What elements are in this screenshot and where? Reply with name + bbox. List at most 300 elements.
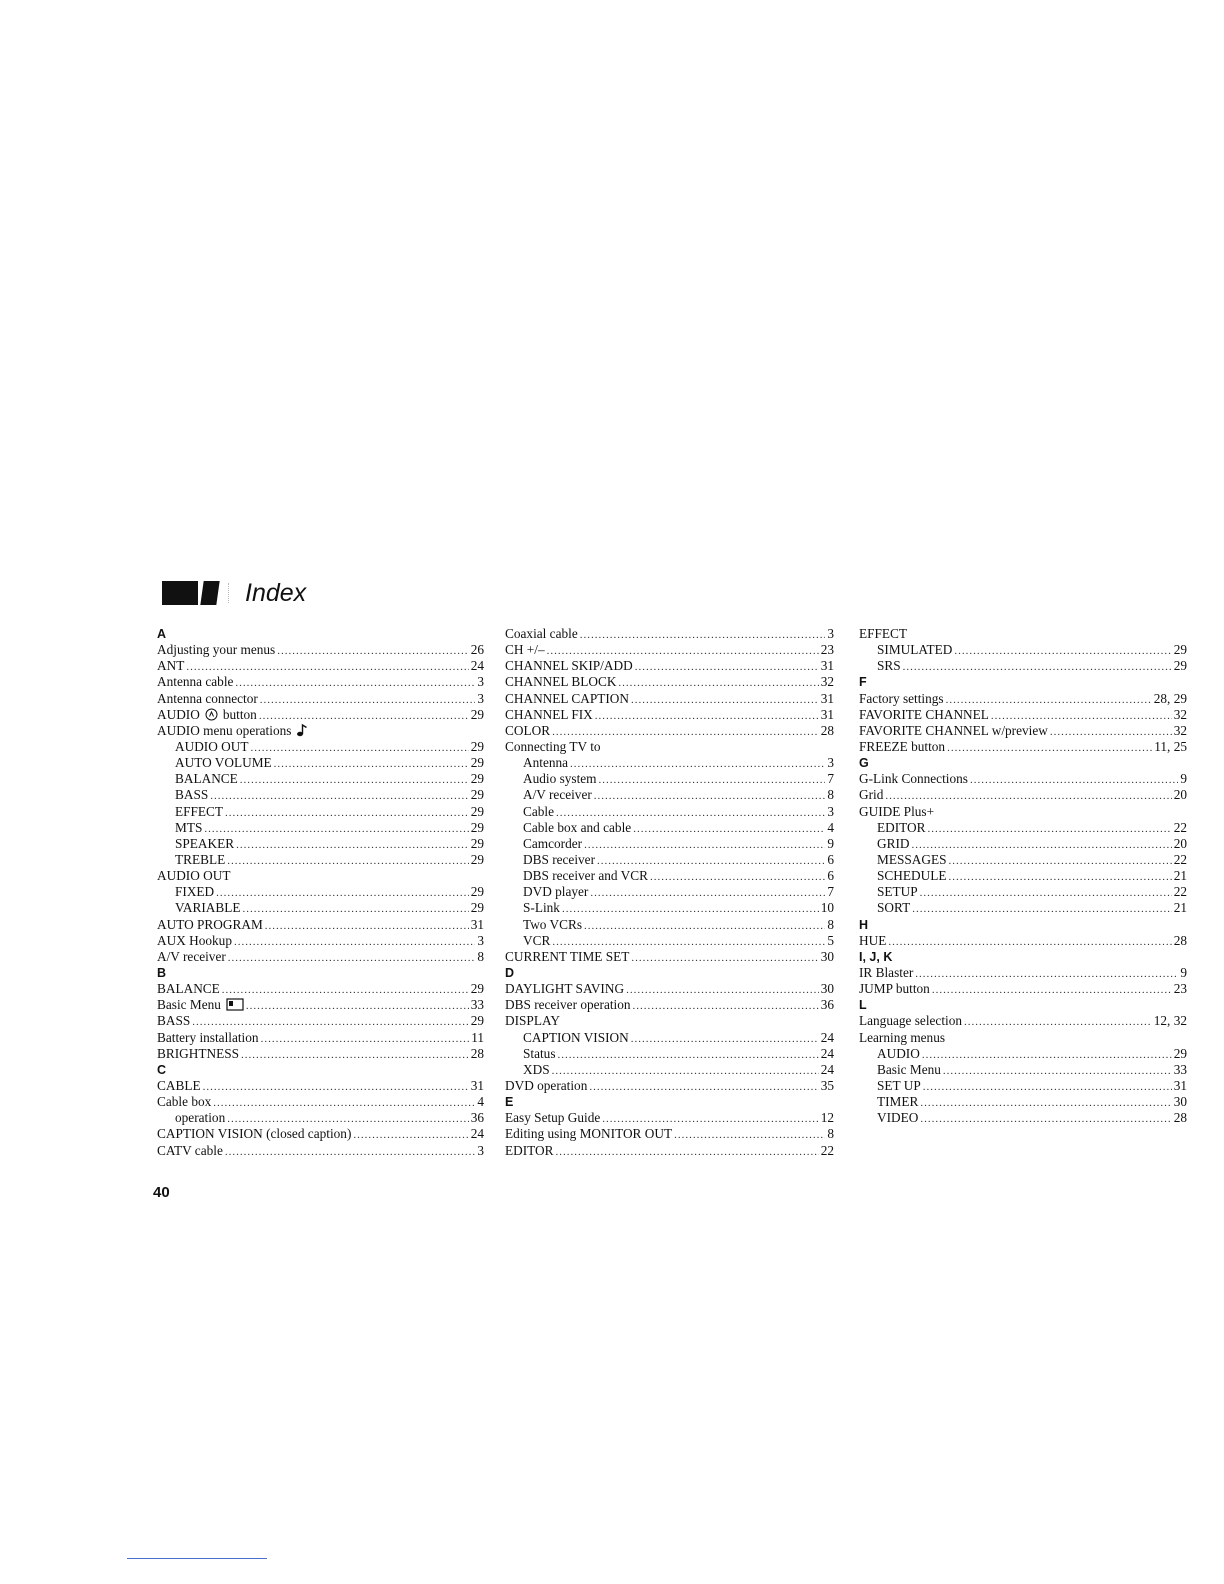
entry-label-group bbox=[877, 1094, 918, 1110]
dot-leader bbox=[580, 627, 826, 643]
entry-label: XDS bbox=[523, 1061, 550, 1077]
entry-label: Basic Menu bbox=[157, 997, 221, 1013]
entry-label-group bbox=[505, 1126, 672, 1142]
index-subentry bbox=[157, 820, 484, 836]
index-entry bbox=[157, 658, 484, 674]
dot-leader bbox=[225, 805, 469, 821]
page-reference: 4 bbox=[477, 1094, 484, 1110]
index-subentry bbox=[859, 658, 1187, 674]
entry-label: SIMULATED bbox=[877, 642, 953, 658]
entry-label: AUTO VOLUME bbox=[175, 755, 272, 771]
entry-label-group bbox=[505, 626, 578, 642]
entry-label-group bbox=[175, 755, 272, 771]
entry-label: AUDIO OUT bbox=[175, 738, 249, 754]
page-reference: 6 bbox=[827, 868, 834, 884]
index-letter-heading: E bbox=[505, 1095, 514, 1110]
index-group-label: Learning menus bbox=[859, 1029, 946, 1045]
page-reference: 24 bbox=[820, 1061, 834, 1077]
entry-label: Cable box and cable bbox=[523, 819, 632, 835]
page-reference: 10 bbox=[820, 900, 834, 916]
entry-label: HUE bbox=[859, 932, 887, 948]
index-entry bbox=[505, 642, 834, 658]
page-reference: 22 bbox=[820, 1142, 834, 1158]
index-subentry bbox=[505, 933, 834, 949]
entry-label-group bbox=[505, 723, 550, 739]
entry-label-group bbox=[877, 1078, 921, 1094]
index-subentry bbox=[157, 739, 484, 755]
dot-leader bbox=[650, 869, 825, 885]
index-subentry bbox=[157, 787, 484, 803]
index-group-heading bbox=[157, 723, 484, 739]
page-reference: 29 bbox=[1173, 642, 1187, 658]
dot-leader bbox=[594, 788, 826, 804]
entry-label: CH +/– bbox=[505, 642, 545, 658]
index-entry bbox=[157, 1030, 484, 1046]
entry-label: G-Link Connections bbox=[859, 771, 968, 787]
index-subentry bbox=[505, 868, 834, 884]
page-reference: 22 bbox=[1173, 884, 1187, 900]
entry-label: IR Blaster bbox=[859, 964, 914, 980]
index-group-label: GUIDE Plus+ bbox=[859, 803, 935, 819]
index-subentry bbox=[157, 884, 484, 900]
page-reference: 4 bbox=[827, 819, 834, 835]
entry-label: VCR bbox=[523, 932, 551, 948]
page-reference: 32 bbox=[1173, 706, 1187, 722]
entry-label-group bbox=[175, 852, 225, 868]
entry-label-group bbox=[505, 1078, 587, 1094]
index-subentry bbox=[157, 900, 484, 916]
index-entry bbox=[859, 739, 1187, 755]
page-reference: 12, 32 bbox=[1153, 1013, 1187, 1029]
dot-leader bbox=[943, 1063, 1172, 1079]
entry-label: DVD player bbox=[523, 884, 589, 900]
index-entry bbox=[859, 707, 1187, 723]
page-reference: 21 bbox=[1173, 868, 1187, 884]
index-subentry bbox=[505, 1046, 834, 1062]
entry-label: Coaxial cable bbox=[505, 626, 578, 641]
entry-label-group bbox=[859, 707, 989, 723]
entry-label: DVD operation bbox=[505, 1077, 588, 1093]
page-header bbox=[162, 576, 306, 610]
index-entry bbox=[157, 674, 484, 690]
entry-label-group bbox=[523, 836, 582, 852]
entry-label-group bbox=[523, 1030, 629, 1046]
entry-label-group bbox=[505, 949, 629, 965]
dot-leader bbox=[920, 1095, 1171, 1111]
index-subentry bbox=[859, 1046, 1187, 1062]
entry-label: SET UP bbox=[877, 1077, 921, 1093]
entry-label-group bbox=[175, 771, 238, 787]
entry-label: BASS bbox=[157, 1013, 191, 1029]
dot-leader bbox=[274, 756, 469, 772]
page-reference: 23 bbox=[820, 642, 834, 658]
page-reference: 6 bbox=[827, 851, 834, 867]
entry-label-group bbox=[505, 981, 624, 997]
index-group-label: Connecting TV to bbox=[505, 738, 601, 754]
page-reference: 29 bbox=[1173, 1045, 1187, 1061]
page-reference: 24 bbox=[470, 1126, 484, 1142]
page-reference: 3 bbox=[477, 690, 484, 706]
page-reference: 29 bbox=[470, 803, 484, 819]
entry-label-group bbox=[157, 933, 232, 949]
page-reference: 31 bbox=[820, 690, 834, 706]
index-entry bbox=[505, 674, 834, 690]
entry-label: Language selection bbox=[859, 1013, 963, 1029]
entry-label-group bbox=[175, 900, 241, 916]
dot-leader bbox=[203, 1079, 469, 1095]
index-letter-heading: B bbox=[157, 965, 167, 980]
entry-label-group bbox=[877, 852, 946, 868]
index-entry bbox=[505, 1110, 834, 1126]
entry-label-group bbox=[877, 900, 910, 916]
entry-label: Cable bbox=[523, 803, 555, 819]
dot-leader bbox=[599, 772, 826, 788]
dot-leader bbox=[204, 821, 468, 837]
dot-leader bbox=[584, 918, 825, 934]
entry-label: MTS bbox=[175, 819, 203, 835]
page-reference: 28 bbox=[820, 722, 834, 738]
entry-label: VARIABLE bbox=[175, 900, 241, 916]
index-subentry bbox=[859, 900, 1187, 916]
dot-leader bbox=[633, 998, 819, 1014]
entry-label-group bbox=[175, 1110, 225, 1126]
entry-label: MESSAGES bbox=[877, 851, 947, 867]
index-entry bbox=[505, 1143, 834, 1159]
index-entry bbox=[505, 691, 834, 707]
entry-label-group bbox=[157, 981, 220, 997]
entry-label-group bbox=[523, 804, 554, 820]
index-subentry bbox=[505, 1062, 834, 1078]
page-reference: 31 bbox=[820, 658, 834, 674]
entry-label-group bbox=[505, 658, 633, 674]
entry-label-group bbox=[877, 868, 946, 884]
index-subentry bbox=[859, 836, 1187, 852]
entry-label: EDITOR bbox=[877, 819, 926, 835]
index-entry bbox=[859, 787, 1187, 803]
dot-leader bbox=[222, 982, 469, 998]
entry-label-group bbox=[859, 933, 886, 949]
index-subentry bbox=[859, 1110, 1187, 1126]
index-entry bbox=[157, 691, 484, 707]
dot-leader bbox=[920, 885, 1172, 901]
dot-leader bbox=[216, 885, 469, 901]
entry-label: CATV cable bbox=[157, 1142, 223, 1158]
index-subentry bbox=[859, 1094, 1187, 1110]
page-reference: 35 bbox=[820, 1077, 834, 1093]
index-entry bbox=[157, 981, 484, 997]
dot-leader bbox=[1050, 724, 1172, 740]
entry-label: A/V receiver bbox=[157, 948, 226, 964]
index-entry bbox=[505, 1078, 834, 1094]
page-reference: 36 bbox=[820, 997, 834, 1013]
index-entry bbox=[157, 1046, 484, 1062]
dot-leader bbox=[915, 966, 1178, 982]
index-entry bbox=[859, 1013, 1187, 1029]
entry-label: BALANCE bbox=[175, 771, 238, 787]
page-number: 40 bbox=[153, 1184, 170, 1201]
dot-leader bbox=[589, 1079, 818, 1095]
page-reference: 8 bbox=[827, 916, 834, 932]
dot-leader bbox=[277, 643, 469, 659]
page-reference: 12 bbox=[820, 1110, 834, 1126]
dot-leader bbox=[241, 1047, 469, 1063]
entry-label: BASS bbox=[175, 787, 209, 803]
dot-leader bbox=[597, 853, 825, 869]
scan-speck bbox=[228, 583, 237, 603]
dot-leader bbox=[928, 821, 1172, 837]
dot-leader bbox=[234, 934, 475, 950]
entry-label-group bbox=[523, 1062, 550, 1078]
entry-label-group bbox=[859, 787, 883, 803]
dot-leader bbox=[227, 853, 468, 869]
entry-label: SRS bbox=[877, 658, 901, 674]
index-subentry bbox=[157, 755, 484, 771]
dot-leader bbox=[265, 918, 469, 934]
entry-label-group bbox=[157, 642, 275, 658]
entry-label: DBS receiver bbox=[523, 851, 595, 867]
index-entry bbox=[157, 997, 484, 1013]
entry-label-group bbox=[523, 933, 550, 949]
entry-label-group bbox=[175, 739, 249, 755]
entry-label: CABLE bbox=[157, 1077, 201, 1093]
page-reference: 28, 29 bbox=[1153, 690, 1187, 706]
index-subentry bbox=[157, 852, 484, 868]
entry-label-group bbox=[877, 820, 926, 836]
entry-label: S-Link bbox=[523, 900, 560, 916]
entry-label: VIDEO bbox=[877, 1110, 919, 1126]
index-entry bbox=[505, 981, 834, 997]
index-column-3 bbox=[859, 626, 1187, 1126]
page-reference: 9 bbox=[1180, 771, 1187, 787]
entry-label: CHANNEL FIX bbox=[505, 706, 593, 722]
page-reference: 29 bbox=[470, 981, 484, 997]
page-reference: 29 bbox=[470, 755, 484, 771]
page-reference: 9 bbox=[827, 835, 834, 851]
dot-leader bbox=[562, 901, 819, 917]
page-reference: 8 bbox=[827, 787, 834, 803]
entry-label: FAVORITE CHANNEL bbox=[859, 706, 989, 722]
index-subentry bbox=[859, 1078, 1187, 1094]
dot-leader bbox=[353, 1127, 468, 1143]
entry-label: TREBLE bbox=[175, 851, 226, 867]
entry-label: Factory settings bbox=[859, 690, 944, 706]
entry-label-group bbox=[859, 1013, 962, 1029]
entry-label: BRIGHTNESS bbox=[157, 1045, 240, 1061]
index-letter-heading: G bbox=[859, 756, 869, 771]
entry-label-group bbox=[877, 836, 910, 852]
entry-label-suffix: button bbox=[222, 706, 257, 722]
entry-label: Two VCRs bbox=[523, 916, 583, 932]
entry-label-group bbox=[157, 691, 258, 707]
index-group-heading bbox=[157, 868, 484, 884]
dot-leader bbox=[633, 821, 825, 837]
dot-leader bbox=[251, 740, 469, 756]
index-entry bbox=[859, 691, 1187, 707]
entry-label-group bbox=[505, 707, 593, 723]
dot-leader bbox=[236, 837, 469, 853]
dot-leader bbox=[970, 772, 1178, 788]
entry-label-group bbox=[157, 949, 226, 965]
entry-label-group bbox=[523, 771, 597, 787]
page-reference: 29 bbox=[470, 706, 484, 722]
index-group-heading bbox=[505, 1013, 834, 1029]
entry-label-group bbox=[859, 965, 913, 981]
index-subentry bbox=[157, 836, 484, 852]
entry-label-group bbox=[175, 787, 208, 803]
dot-leader bbox=[635, 659, 819, 675]
entry-label: Antenna cable bbox=[157, 674, 234, 690]
index-entry bbox=[505, 949, 834, 965]
index-group-heading bbox=[859, 1030, 1187, 1046]
entry-label-group bbox=[877, 1062, 941, 1078]
page-reference: 8 bbox=[827, 1126, 834, 1142]
dot-leader bbox=[227, 1111, 468, 1127]
page-reference: 36 bbox=[470, 1110, 484, 1126]
dot-leader bbox=[888, 934, 1171, 950]
entry-label-group bbox=[157, 658, 184, 674]
dot-leader bbox=[964, 1014, 1152, 1030]
page-reference: 29 bbox=[470, 900, 484, 916]
index-subentry bbox=[505, 884, 834, 900]
entry-label: EFFECT bbox=[175, 803, 224, 819]
index-entry bbox=[157, 933, 484, 949]
dot-leader bbox=[260, 692, 476, 708]
index-subentry bbox=[157, 1110, 484, 1126]
index-entry bbox=[157, 1143, 484, 1159]
index-entry bbox=[157, 917, 484, 933]
index-subentry bbox=[505, 755, 834, 771]
dot-leader bbox=[590, 885, 825, 901]
index-subentry bbox=[859, 868, 1187, 884]
entry-label-group bbox=[859, 771, 968, 787]
dot-leader bbox=[920, 1111, 1171, 1127]
dot-leader bbox=[631, 1031, 819, 1047]
entry-label: CAPTION VISION bbox=[523, 1029, 629, 1045]
dot-leader bbox=[631, 692, 819, 708]
index-entry bbox=[157, 1078, 484, 1094]
entry-label: FIXED bbox=[175, 884, 215, 900]
index-entry bbox=[157, 1094, 484, 1110]
entry-label: EDITOR bbox=[505, 1142, 554, 1158]
entry-label: SETUP bbox=[877, 884, 918, 900]
index-subentry bbox=[157, 771, 484, 787]
entry-label-group bbox=[523, 852, 595, 868]
entry-label: operation bbox=[175, 1110, 226, 1126]
dot-leader bbox=[674, 1127, 825, 1143]
entry-label-group bbox=[877, 1110, 918, 1126]
index-letter-heading: F bbox=[859, 675, 867, 690]
entry-label-group bbox=[523, 868, 648, 884]
index-group-heading bbox=[505, 739, 834, 755]
entry-label-group bbox=[175, 836, 234, 852]
entry-label-group bbox=[505, 1110, 600, 1126]
page-reference: 24 bbox=[820, 1045, 834, 1061]
entry-label: CHANNEL SKIP/ADD bbox=[505, 658, 633, 674]
dot-leader bbox=[556, 805, 825, 821]
entry-label: FREEZE button bbox=[859, 738, 946, 754]
index-subentry bbox=[505, 852, 834, 868]
index-entry bbox=[157, 949, 484, 965]
dot-leader bbox=[225, 1144, 475, 1160]
index-letter-heading: D bbox=[505, 965, 515, 980]
entry-label-group bbox=[157, 1078, 201, 1094]
dot-leader bbox=[991, 708, 1172, 724]
entry-label-group bbox=[505, 691, 629, 707]
index-subentry bbox=[505, 900, 834, 916]
dot-leader bbox=[558, 1047, 819, 1063]
page-reference: 29 bbox=[470, 835, 484, 851]
index-subentry bbox=[505, 1030, 834, 1046]
page-reference: 3 bbox=[477, 1142, 484, 1158]
index-entry bbox=[505, 723, 834, 739]
page-reference: 31 bbox=[1173, 1077, 1187, 1093]
page-reference: 5 bbox=[827, 932, 834, 948]
entry-label-group bbox=[859, 981, 930, 997]
dot-leader bbox=[922, 1047, 1172, 1063]
dot-leader bbox=[259, 708, 469, 724]
index-group-label: EFFECT bbox=[859, 626, 908, 641]
dot-leader bbox=[556, 1144, 819, 1160]
index-entry bbox=[859, 933, 1187, 949]
entry-label: CURRENT TIME SET bbox=[505, 948, 630, 964]
entry-label-group bbox=[523, 900, 560, 916]
entry-label: TIMER bbox=[877, 1094, 919, 1110]
index-group-label: AUDIO menu operations bbox=[157, 722, 292, 738]
entry-label: Cable box bbox=[157, 1094, 212, 1110]
page-reference: 29 bbox=[470, 851, 484, 867]
page-reference: 30 bbox=[820, 948, 834, 964]
dot-leader bbox=[923, 1079, 1172, 1095]
entry-label: SCHEDULE bbox=[877, 868, 947, 884]
entry-label: SPEAKER bbox=[175, 835, 235, 851]
page-reference: 24 bbox=[820, 1029, 834, 1045]
page-reference: 7 bbox=[827, 884, 834, 900]
index-entry bbox=[505, 1126, 834, 1142]
entry-label: ANT bbox=[157, 658, 185, 674]
entry-label: Antenna bbox=[523, 755, 569, 771]
entry-label-group bbox=[157, 1046, 239, 1062]
entry-label-group bbox=[523, 787, 592, 803]
entry-label-group bbox=[157, 917, 263, 933]
page-reference: 33 bbox=[470, 997, 484, 1013]
dot-leader bbox=[240, 772, 469, 788]
index-letter-heading: L bbox=[859, 998, 867, 1013]
page-reference: 7 bbox=[827, 771, 834, 787]
index-subentry bbox=[505, 917, 834, 933]
entry-label-group bbox=[505, 1143, 554, 1159]
dot-leader bbox=[602, 1111, 818, 1127]
dot-leader bbox=[246, 998, 469, 1014]
page-reference: 11, 25 bbox=[1154, 738, 1187, 754]
entry-label-group bbox=[877, 1046, 920, 1062]
page-reference: 30 bbox=[1173, 1094, 1187, 1110]
dot-leader bbox=[631, 950, 818, 966]
entry-label: BALANCE bbox=[157, 981, 220, 997]
page-reference: 33 bbox=[1173, 1061, 1187, 1077]
entry-label-group bbox=[523, 1046, 556, 1062]
page-reference: 29 bbox=[470, 1013, 484, 1029]
page-reference: 20 bbox=[1173, 787, 1187, 803]
page-reference: 3 bbox=[827, 755, 834, 771]
header-marker-block bbox=[200, 581, 219, 605]
page-reference: 29 bbox=[1173, 658, 1187, 674]
page-reference: 31 bbox=[470, 1077, 484, 1093]
entry-label: Antenna connector bbox=[157, 690, 258, 706]
entry-label-group bbox=[175, 820, 202, 836]
page-reference: 29 bbox=[470, 787, 484, 803]
page-reference: 29 bbox=[470, 884, 484, 900]
index-group-heading bbox=[859, 804, 1187, 820]
